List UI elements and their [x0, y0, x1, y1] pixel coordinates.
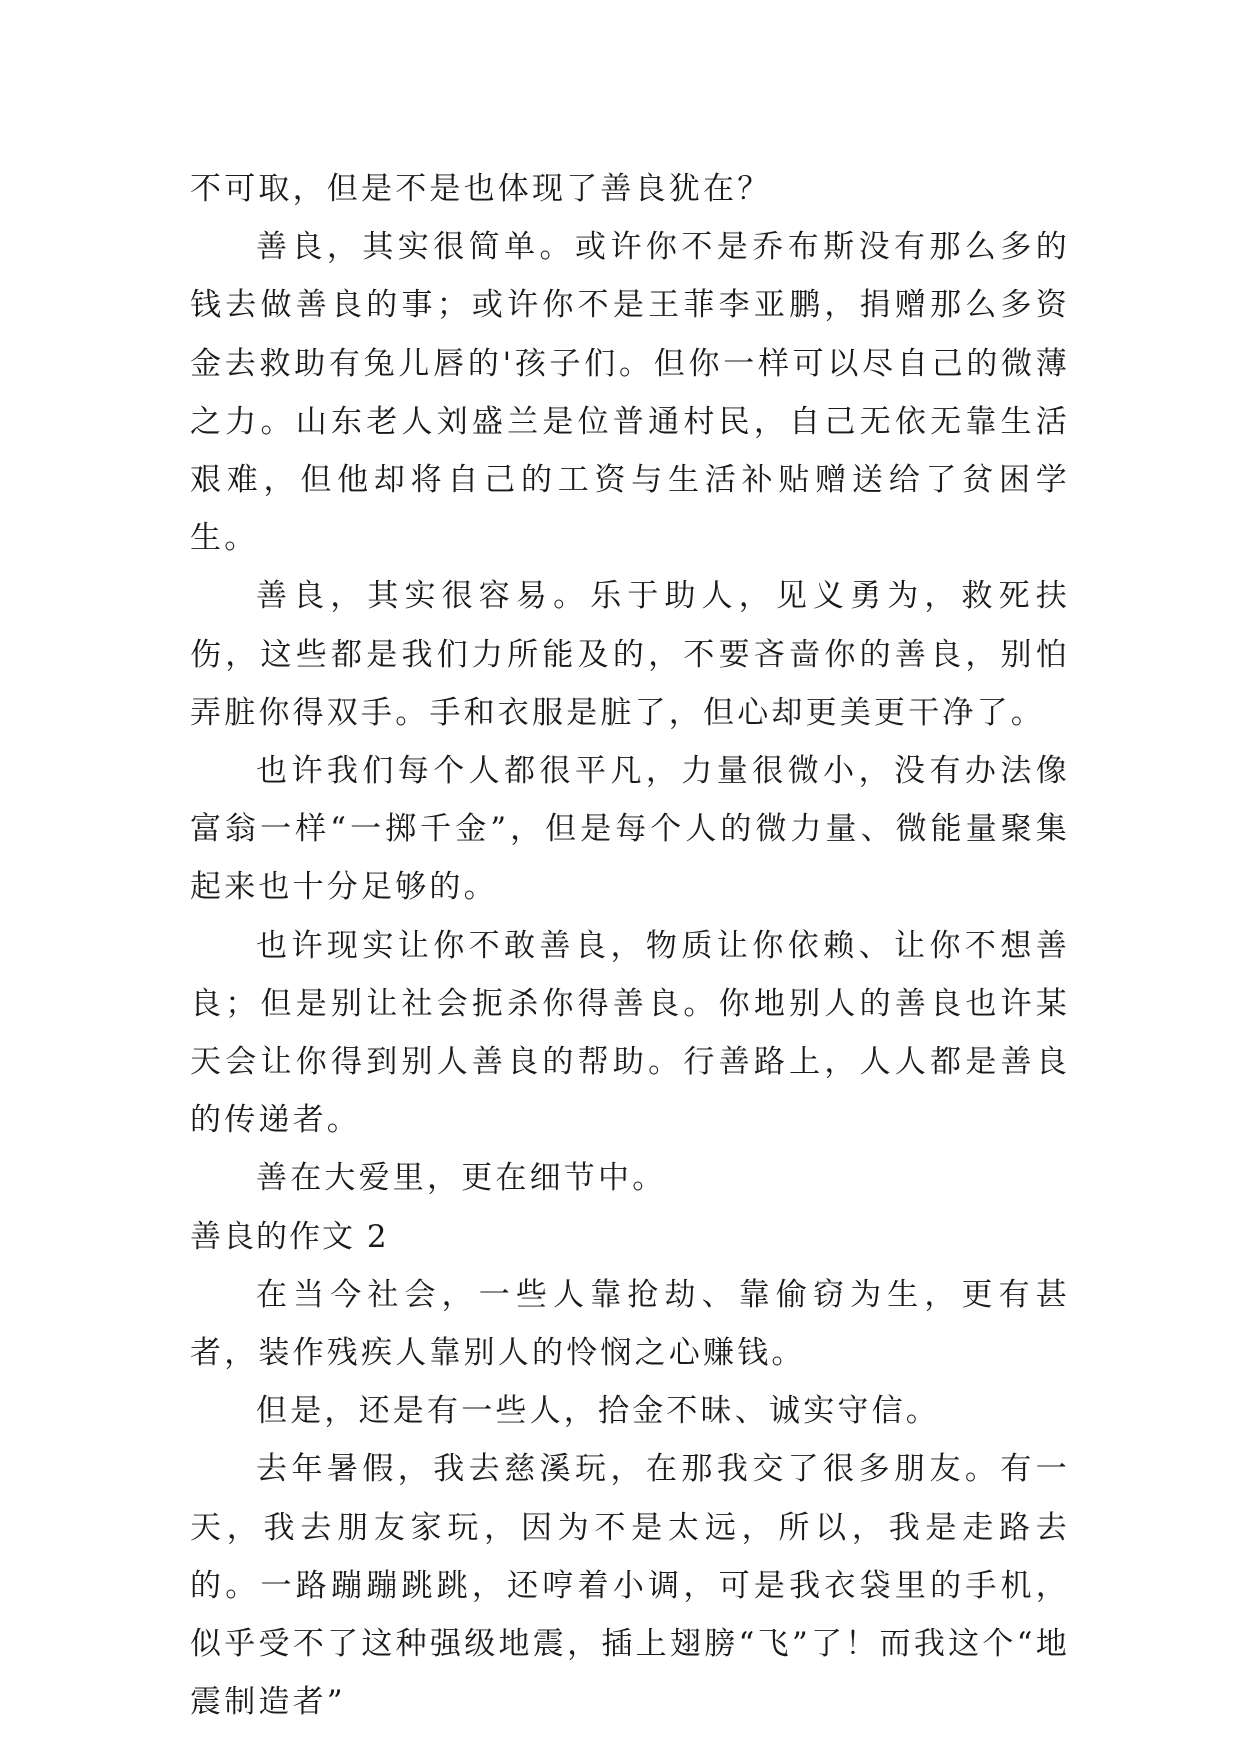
paragraph-2: 善良，其实很简单。或许你不是乔布斯没有那么多的钱去做善良的事；或许你不是王菲李亚鹏，捐赠那么多资金去救助有兔儿唇的'孩子们。但你一样可以尽自己的微薄之力。山东老人刘盛兰是位普通村民，自己无依无靠生活艰难，但他却将自己的工资与生活补贴赠送给了贫困学生。: [190, 229, 1070, 557]
section-heading: 善良的作文 2: [190, 1218, 389, 1255]
paragraph-4: 也许我们每个人都很平凡，力量很微小，没有办法像富翁一样“一掷千金”，但是每个人的微力量、微能量聚集起来也十分足够的。: [190, 753, 1070, 906]
document-body: [190, 160, 1070, 1731]
paragraph-8: 但是，还是有一些人，拾金不昧、诚实守信。: [256, 1393, 940, 1430]
paragraph-1: 不可取，但是不是也体现了善良犹在？: [190, 171, 772, 207]
paragraph-7: 在当今社会，一些人靠抢劫、靠偷窃为生，更有甚者，装作残疾人靠别人的怜悯之心赚钱。: [190, 1276, 1070, 1372]
paragraph-6: 善在大爱里，更在细节中。: [256, 1160, 667, 1197]
paragraph-5: 也许现实让你不敢善良，物质让你依赖、让你不想善良；但是别让社会扼杀你得善良。你地别人的善良也许某天会让你得到别人善良的帮助。行善路上，人人都是善良的传递者。: [190, 927, 1070, 1139]
paragraph-9: 去年暑假，我去慈溪玩，在那我交了很多朋友。有一天，我去朋友家玩，因为不是太远，所以，我是走路去的。一路蹦蹦跳跳，还哼着小调，可是我衣袋里的手机，似乎受不了这种强级地震，插上翅膀“飞”了！而我这个“地震制造者”: [190, 1451, 1070, 1721]
paragraph-3: 善良，其实很容易。乐于助人，见义勇为，救死扶伤，这些都是我们力所能及的，不要吝啬你的善良，别怕弄脏你得双手。手和衣服是脏了，但心却更美更干净了。: [190, 578, 1070, 731]
